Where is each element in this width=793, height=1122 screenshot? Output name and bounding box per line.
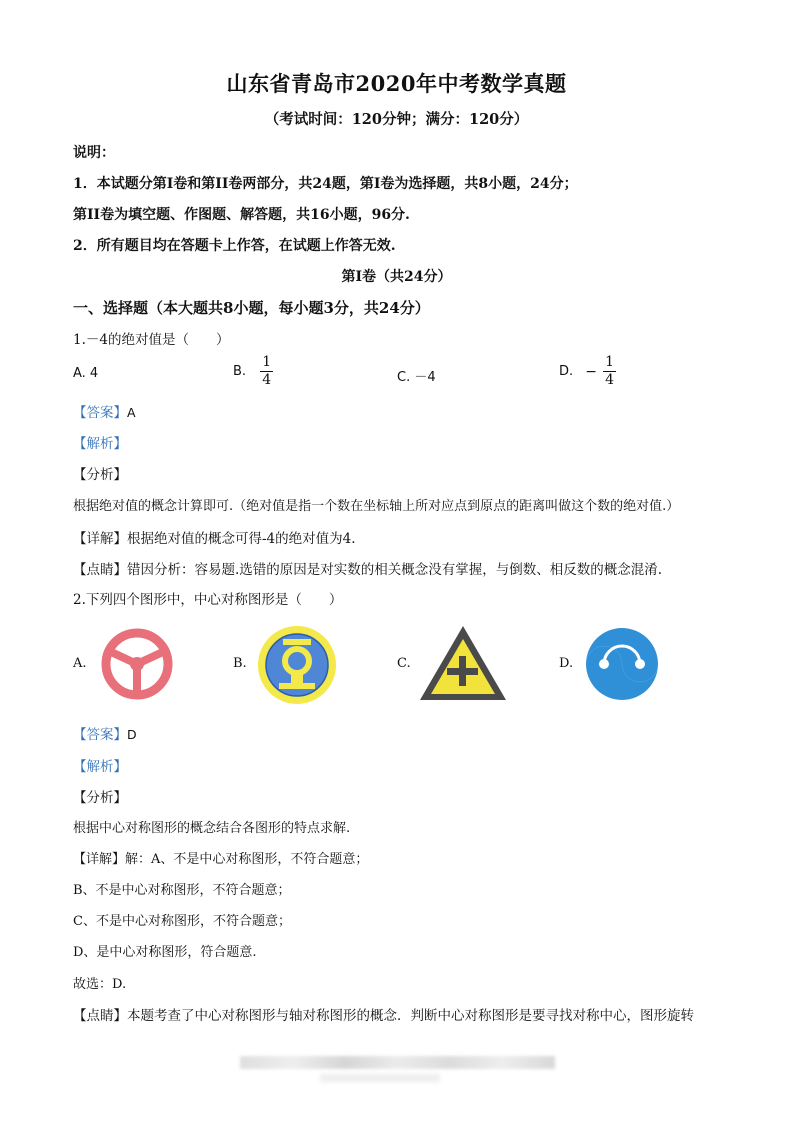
q2-fenxi-text: 根据中心对称图形的概念结合各图形的特点求解. bbox=[73, 821, 351, 836]
q2-analysis-tag: 【解析】 bbox=[73, 759, 127, 775]
q2-stem: 2.下列四个图形中，中心对称图形是（ ） bbox=[73, 592, 343, 608]
q1-option-d bbox=[559, 354, 616, 389]
q1-option-d-fraction bbox=[603, 354, 616, 389]
fraction-numerator: 1 bbox=[605, 354, 615, 370]
page-subtitle: （考试时间：120分钟；满分：120分） bbox=[264, 111, 529, 128]
answer-tag: 【答案】 bbox=[73, 727, 127, 743]
q1-detail: 【详解】根据绝对值的概念可得-4的绝对值为4. bbox=[73, 531, 356, 547]
q1-option-d-sign: − bbox=[585, 363, 598, 380]
page-title: 山东省青岛市2020年中考数学真题 bbox=[226, 71, 567, 96]
part-title: 一、选择题（本大题共8小题，每小题3分，共24分） bbox=[73, 299, 430, 317]
q2-option-b-label: B. bbox=[233, 656, 247, 671]
q1-option-b-fraction bbox=[260, 354, 273, 389]
q1-fenxi-heading: 【分析】 bbox=[73, 467, 127, 483]
q2-option-a-label: A. bbox=[73, 656, 87, 671]
railway-logo-icon bbox=[256, 624, 338, 706]
q2-detail-4: D、是中心对称图形，符合题意. bbox=[73, 945, 257, 960]
q2-detail-2: B、不是中心对称图形，不符合题意； bbox=[73, 883, 291, 898]
q1-analysis-tag: 【解析】 bbox=[73, 436, 127, 452]
steering-wheel-icon bbox=[97, 624, 177, 704]
blurred-footer-watermark-2 bbox=[320, 1074, 440, 1082]
note-line-1: 1．本试题分第I卷和第II卷两部分，共24题，第I卷为选择题，共8小题，24分； bbox=[73, 176, 578, 192]
answer-tag: 【答案】 bbox=[73, 405, 127, 421]
answer-value: A bbox=[127, 405, 136, 420]
note-heading: 说明： bbox=[73, 145, 115, 161]
q2-option-c-label: C. bbox=[397, 656, 411, 671]
q2-choice: 故选：D. bbox=[73, 977, 127, 992]
q2-answer bbox=[73, 723, 137, 743]
q1-stem: 1.－4的绝对值是（ ） bbox=[73, 332, 230, 348]
note-line-1b: 第II卷为填空题、作图题、解答题，共16小题，96分. bbox=[73, 207, 410, 223]
q2-detail-3: C、不是中心对称图形，不符合题意； bbox=[73, 914, 291, 929]
q1-fenxi-text: 根据绝对值的概念计算即可.（绝对值是指一个数在坐标轴上所对应点到原点的距离叫做这个数的绝对值.） bbox=[73, 499, 680, 514]
blurred-footer-watermark bbox=[240, 1056, 555, 1069]
q1-answer bbox=[73, 401, 136, 421]
q1-option-d-label: D. bbox=[559, 364, 574, 379]
q1-option-a: A. 4 bbox=[73, 366, 99, 381]
q2-fenxi-heading: 【分析】 bbox=[73, 790, 127, 806]
answer-value: D bbox=[127, 727, 137, 742]
q1-option-b bbox=[233, 354, 273, 389]
q2-dianjing: 【点睛】本题考查了中心对称图形与轴对称图形的概念．判断中心对称图形是要寻找对称中心，图形旋转 bbox=[73, 1008, 694, 1024]
q1-dianjing: 【点睛】错因分析：容易题.选错的原因是对实数的相关概念没有掌握，与倒数、相反数的概念混淆. bbox=[73, 562, 663, 578]
warning-triangle-plus-icon bbox=[417, 622, 509, 704]
section-title: 第I卷（共24分） bbox=[341, 269, 452, 285]
fraction-denominator: 4 bbox=[605, 372, 615, 388]
q2-detail-1: 【详解】解：A、不是中心对称图形，不符合题意； bbox=[73, 852, 369, 867]
double-swirl-icon bbox=[582, 624, 662, 704]
note-line-2: 2．所有题目均在答题卡上作答，在试题上作答无效. bbox=[73, 238, 396, 254]
q2-option-d-label: D. bbox=[559, 656, 574, 671]
q1-option-c: C. －4 bbox=[397, 370, 436, 385]
fraction-numerator: 1 bbox=[262, 354, 272, 370]
fraction-denominator: 4 bbox=[262, 372, 272, 388]
q1-option-b-label: B. bbox=[233, 364, 247, 379]
